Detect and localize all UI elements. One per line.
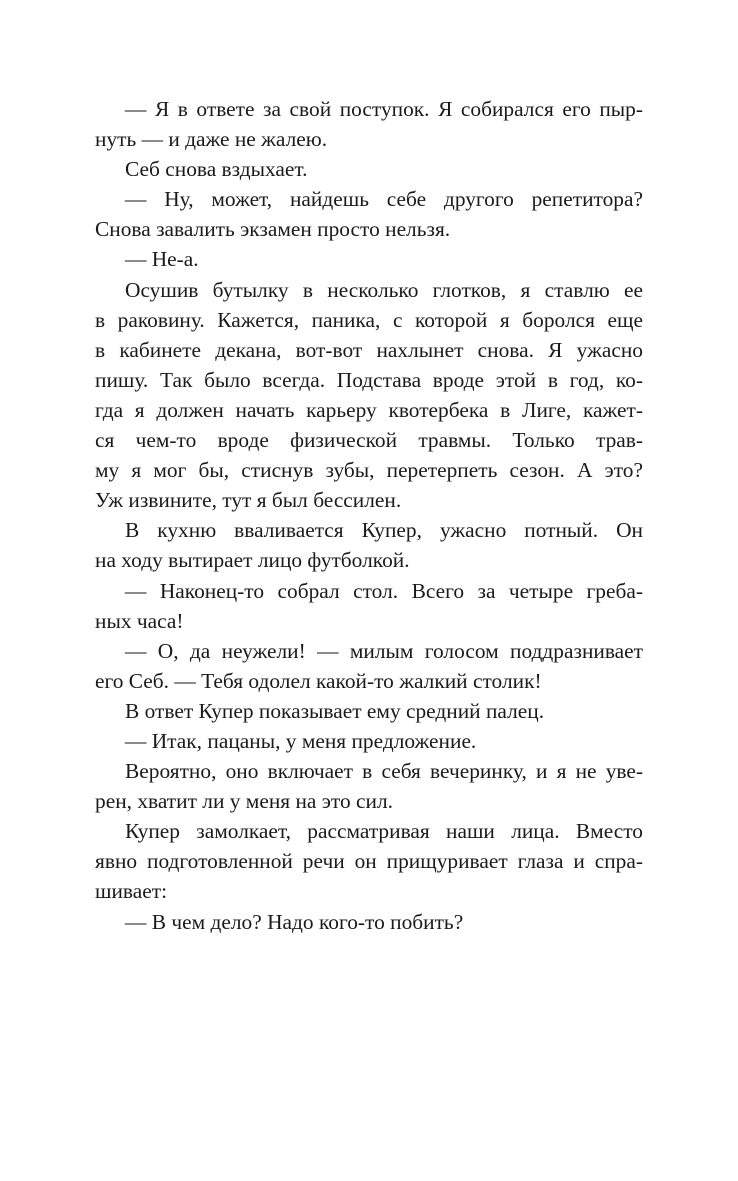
text-line: Снова завалить экзамен просто нельзя.: [95, 217, 451, 242]
text-line: пишу. Так было всегда. Подстава вроде этой в год, ко-: [95, 367, 643, 392]
text-line: в кабинете декана, вот-вот нахлынет снова. Я ужасно: [95, 337, 643, 362]
text-line: В кухню вваливается Купер, ужасно потный. Он: [125, 518, 643, 543]
text-line: на ходу вытирает лицо футболкой.: [95, 548, 410, 573]
text-line: — Я в ответе за свой поступок. Я собирался его пыр-: [125, 97, 643, 121]
text-line: Осушив бутылку в несколько глотков, я ставлю ее: [125, 277, 643, 302]
paragraph: [95, 726, 643, 756]
paragraph: [95, 94, 643, 154]
text-line: Купер замолкает, рассматривая наши лица. Вместо: [125, 819, 643, 844]
paragraph: [95, 756, 643, 816]
paragraph: [95, 244, 643, 274]
text-line: ных часа!: [95, 608, 184, 633]
text-line: — Не-а.: [125, 247, 199, 272]
paragraph: [95, 696, 643, 726]
paragraph: [95, 576, 643, 636]
text-line: — Наконец-то собрал стол. Всего за четыре греба-: [125, 578, 643, 603]
text-line: нуть — и даже не жалею.: [95, 127, 328, 152]
text-line: Вероятно, оно включает в себя вечеринку, и я не уве-: [125, 759, 643, 784]
text-line: — Итак, пацаны, у меня предложение.: [125, 728, 477, 753]
text-line: рен, хватит ли у меня на это сил.: [95, 789, 393, 814]
text-line: му я мог бы, стиснув зубы, перетерпеть сезон. А это?: [95, 458, 643, 483]
text-line: шивает:: [95, 879, 168, 904]
text-line: его Себ. — Тебя одолел какой-то жалкий столик!: [95, 668, 542, 693]
body-text: [95, 94, 643, 937]
text-line: — О, да неужели! — милым голосом поддразнивает: [125, 638, 643, 663]
text-line: ся чем-то вроде физической травмы. Только трав-: [95, 428, 643, 453]
text-line: — В чем дело? Надо кого-то побить?: [125, 909, 464, 934]
paragraph: [95, 636, 643, 696]
text-line: явно подготовленной речи он прищуривает глаза и спра-: [95, 849, 643, 874]
paragraph: [95, 907, 643, 937]
text-line: Уж извините, тут я был бессилен.: [95, 488, 402, 513]
paragraph: [95, 184, 643, 244]
text-line: в раковину. Кажется, паника, с которой я боролся еще: [95, 307, 643, 332]
paragraph: [95, 154, 643, 184]
paragraph: [95, 515, 643, 575]
paragraph: [95, 816, 643, 906]
text-line: гда я должен начать карьеру квотербека в Лиге, кажет-: [95, 397, 643, 422]
paragraph: [95, 275, 643, 516]
text-line: — Ну, может, найдешь себе другого репетитора?: [125, 187, 643, 212]
text-line: В ответ Купер показывает ему средний палец.: [125, 698, 545, 723]
text-line: Себ снова вздыхает.: [125, 157, 308, 182]
